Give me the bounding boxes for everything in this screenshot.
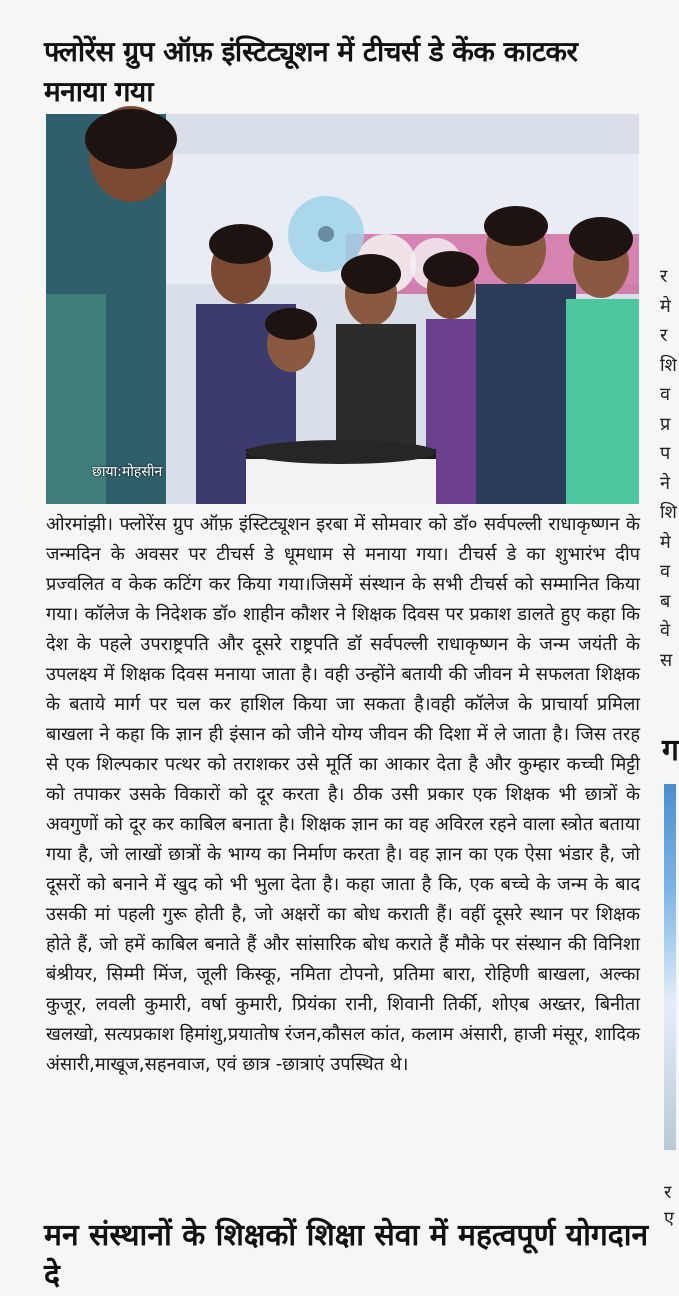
fragment-line: ब [660, 590, 671, 612]
fragment-line: र [660, 266, 668, 287]
adjacent-footer-fragment: र ए [664, 1182, 674, 1229]
fragment-line: स [660, 649, 673, 671]
teachers-day-photo-illustration [46, 114, 639, 504]
article-headline: फ्लोरेंस ग्रुप ऑफ़ इंस्टिट्यूशन में टीचर्स डे केंक काटकर मनाया गया [44, 35, 578, 108]
fragment-line: प [660, 443, 671, 464]
fragment-line: मे [660, 295, 671, 317]
fragment-line: मे [660, 531, 671, 553]
adjacent-photo-fragment [664, 784, 676, 1150]
fragment-line: व [660, 384, 671, 405]
fragment-line: ने [660, 472, 670, 494]
article-photo [46, 114, 639, 504]
photo-caption: छाया:मोहसीन [92, 464, 163, 480]
adjacent-headline-fragment: ग [662, 733, 679, 768]
fragment-line: व [660, 561, 671, 582]
next-article-headline-fragment: मन संस्थानों के शिक्षकों शिक्षा सेवा में महत्वपूर्ण योगदान दे [44, 1218, 649, 1293]
fragment-line: र [660, 325, 668, 346]
fragment-line: शि [660, 502, 677, 523]
fragment-line: वे [660, 620, 671, 641]
adjacent-column-fragment [660, 262, 676, 675]
fragment-line: शि [660, 354, 677, 376]
fragment-line: प्र [660, 413, 671, 435]
article-body: ओरमांझी। फ्लोरेंस ग्रुप ऑफ़ इंस्टिट्यूशन इरबा में सोमवार को डॉ० सर्वपल्ली राधाकृष्णन के जन्मदिन के अवसर पर टीचर्स डे धूमधाम से मनाया गया। टीचर्स डे का शुभारंभ दीप प्रज्वलित व केक कटिंग कर किया गया।जिसमें संस्थान के सभी टीचर्स को सम्मानित किया गया। कॉलेज के निदेशक डॉ० शाहीन कौशर ने शिक्षक दिवस पर प्रकाश डालते हुए कहा कि देश के पहले उपराष्ट्रपति और दूसरे राष्ट्रपति डॉ सर्वपल्ली राधाकृष्णन के जन्म जयंती के उपलक्ष्य में शिक्षक दिवस मनाया जाता है। वही उन्होंने बतायी की जीवन मे सफलता शिक्षक के बताये मार्ग पर चल कर हाशिल किया जा सकता है।वही कॉलेज के प्राचार्या प्रमिला बाखला ने कहा कि ज्ञान ही इंसान को जीने योग्य जीवन की दिशा में ले जाता है। जिस तरह से एक शिल्पकार पत्थर को तराशकर उसे मूर्ति का आकार देता है और कुम्हार कच्ची मिट्टी को तपाकर उसके विकारों को दूर करता है। ठीक उसी प्रकार एक शिक्षक भी छात्रों के अवगुणों को दूर कर काबिल बनाता है। शिक्षक ज्ञान का वह अविरल रहने वाला स्त्रोत बताया गया है, जो लाखों छात्रों के भाग्य का निर्माण करता है। वह ज्ञान का एक ऐसा भंडार है, जो दूसरों को बनाने में खुद को भी भुला देता है। कहा जाता है कि, एक बच्चे के जन्म के बाद उसकी मां पहली गुरू होती है, जो अक्षरों का बोध कराती हैं। वहीं दूसरे स्थान पर शिक्षक होते हैं, जो हमें काबिल बनाते हैं और सांसारिक बोध कराते हैं मौके पर संस्थान की विनिशा बंश्रीयर, सिम्मी मिंज, जूली किस्कू, नमिता टोपनो, प्रतिमा बारा, रोहिणी बाखला, अल्का कुजूर, लवली कुमारी, वर्षा कुमारी, प्रियंका रानी, शिवानी तिर्की, शोएब अख्तर, बिनीता खलखो, सत्यप्रकाश हिमांशु,प्रयातोष रंजन,कौसल कांत, कलाम अंसारी, हाजी मंसूर, शादिक अंसारी,माखूज,सहनवाज, एवं छात्र -छात्राएं उपस्थित थे। [46, 514, 640, 1075]
